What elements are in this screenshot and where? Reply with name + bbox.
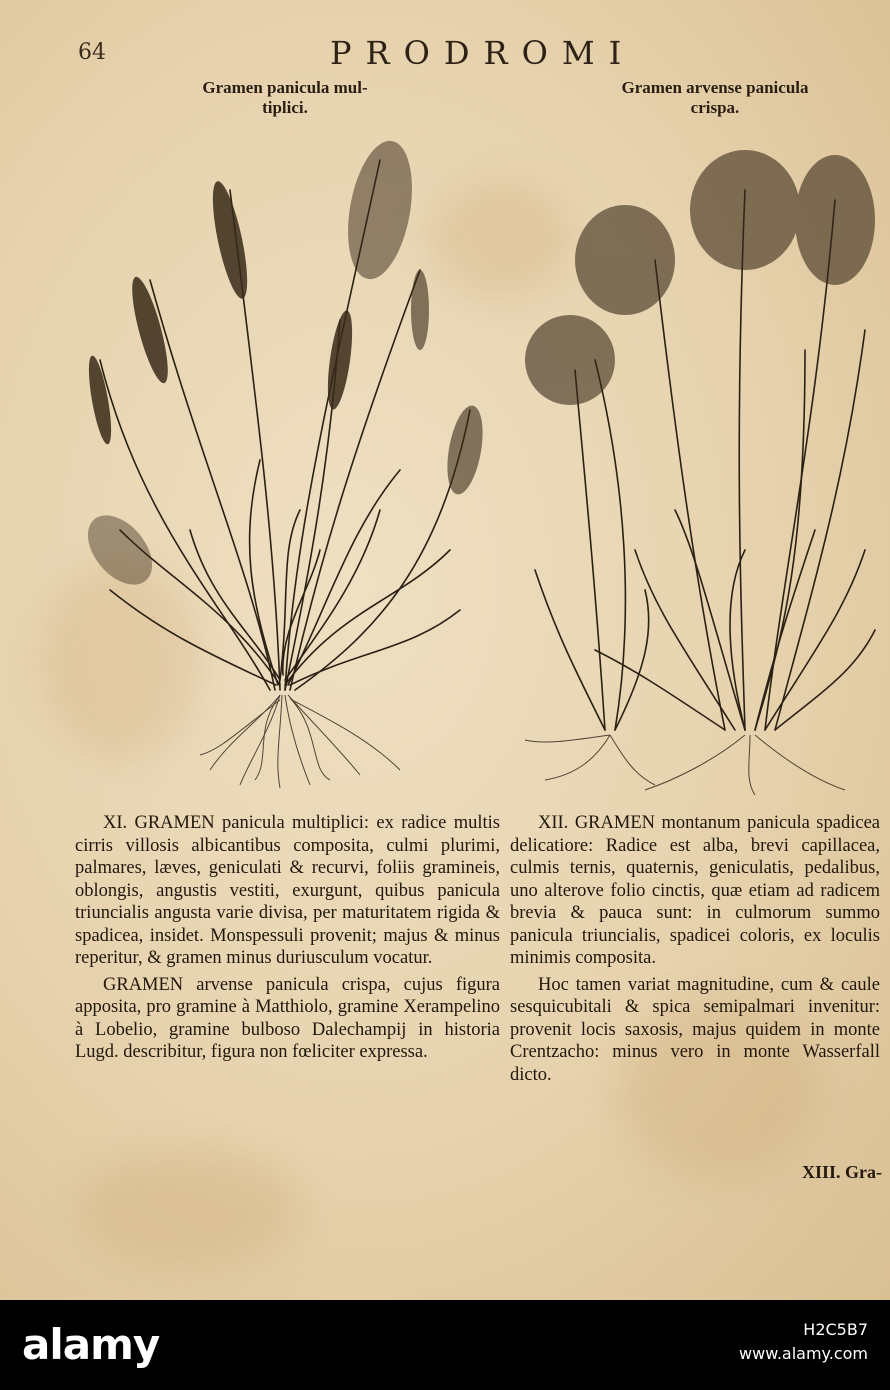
- left-text-column: [75, 812, 500, 1064]
- image-id-block: [739, 1318, 868, 1366]
- image-id: H2C5B7: [803, 1320, 868, 1339]
- paragraph-xi: XI. GRAMEN panicula multiplici: ex radice multis cirris villosis albicantibus composita, culmi plurimi, palmares, læves, geniculati & recurvi, foliis gramineis, oblongis, angustis vestiti, exurgunt, quibus panicula triuncialis angusta varie divisa, per maturitatem rigida & spadicea, insidet. Monspessuli provenit; majus & minus reperitur, & gramen minus duriusculum vocatur.: [75, 813, 500, 968]
- grass-woodcut-left: [80, 130, 500, 790]
- catchword: XIII. Gra-: [802, 1162, 882, 1182]
- paragraph-gramen-arvense: GRAMEN arvense panicula crispa, cujus figura apposita, pro gramine à Matthiolo, gramine Xerampelino à Lobelio, gramine bulboso Dalechampij in historia Lugd. describitur, figura non fœliciter expressa.: [75, 974, 500, 1062]
- paragraph-xii: XII. GRAMEN montanum panicula spadicea delicatiore: Radice est alba, brevi capillacea, culmis ternis, quaternis, geniculatis, pedalibus, uno alterove folio cinctis, quæ etiam ad radicem brevia & pauca sunt: in culmorum summo panicula triuncialis, spadicei coloris, ex loculis minimis composita.: [510, 813, 880, 968]
- figure-caption-right: Gramen arvense panicula crispa.: [621, 78, 809, 117]
- right-text-column: [510, 812, 880, 1086]
- watermark-footer: [0, 1300, 890, 1390]
- grass-woodcut-right: [515, 130, 885, 800]
- running-head: PRODROMI: [330, 34, 636, 72]
- figure-caption-left: Gramen panicula mul- tiplici.: [202, 78, 368, 117]
- brand-logo: alamy: [22, 1320, 160, 1369]
- paper-stain: [80, 1150, 300, 1270]
- site-url: www.alamy.com: [739, 1344, 868, 1363]
- page-number: 64: [78, 40, 106, 65]
- paragraph-variation: Hoc tamen variat magnitudine, cum & caule sesquicubitali & spica semipalmari invenitur: provenit locis saxosis, majus quidem in monte Crentzacho: minus vero in monte Wasserfall dicto.: [510, 974, 880, 1085]
